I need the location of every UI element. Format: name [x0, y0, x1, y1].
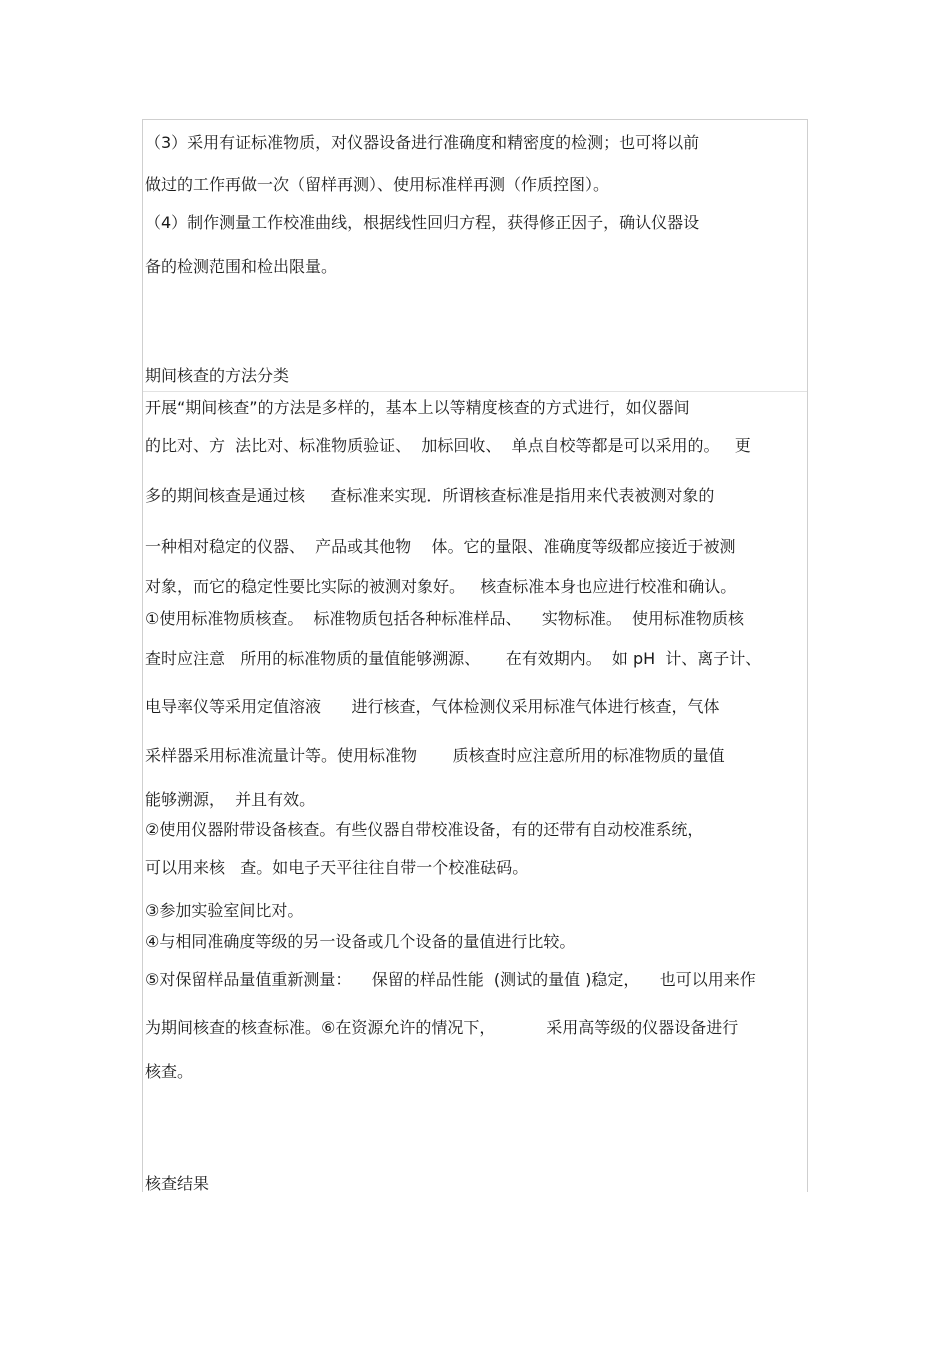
paragraph-line: 做过的工作再做一次（留样再测）、使用标准样再测（作质控图）。: [145, 175, 610, 194]
paragraph-line: 电导率仪等采用定值溶液 进行核查，气体检测仪采用标准气体进行核查，气体: [145, 697, 720, 716]
paragraph-line: 为期间核查的核查标准。⑥在资源允许的情况下， 采用高等级的仪器设备进行: [145, 1018, 739, 1037]
paragraph-line: ⑤对保留样品量值重新测量： 保留的样品性能 (测试的量值 )稳定， 也可以用来作: [145, 970, 756, 989]
section-heading: 核查结果: [145, 1174, 210, 1193]
paragraph-line: 核查。: [145, 1062, 194, 1081]
paragraph-line: 能够溯源， 并且有效。: [145, 790, 316, 809]
paragraph-line: 对象，而它的稳定性要比实际的被测对象好。 核查标准本身也应进行校准和确认。: [145, 577, 737, 596]
paragraph-line: 采样器采用标准流量计等。使用标准物 质核查时应注意所用的标准物质的量值: [145, 746, 725, 765]
section-heading: 期间核查的方法分类: [145, 366, 290, 385]
paragraph-line: 查时应注意 所用的标准物质的量值能够溯源、 在有效期内。 如 pH 计、离子计、: [145, 649, 762, 668]
text-frame-top: [142, 119, 808, 392]
paragraph-line: 开展“期间核查”的方法是多样的，基本上以等精度核查的方式进行，如仪器间: [145, 398, 690, 417]
paragraph-line: ③参加实验室间比对。: [145, 901, 304, 920]
paragraph-line: 多的期间核查是通过核 查标准来实现．所谓核查标准是指用来代表被测对象的: [145, 486, 715, 505]
paragraph-line: ①使用标准物质核查。 标准物质包括各种标准样品、 实物标准。 使用标准物质核: [145, 609, 745, 628]
paragraph-line: （3）采用有证标准物质，对仪器设备进行准确度和精密度的检测；也可将以前: [145, 133, 700, 152]
paragraph-line: ④与相同准确度等级的另一设备或几个设备的量值进行比较。: [145, 932, 576, 951]
paragraph-line: ②使用仪器附带设备核查。有些仪器自带校准设备，有的还带有自动校准系统，: [145, 820, 704, 839]
paragraph-line: 的比对、方 法比对、标准物质验证、 加标回收、 单点自校等都是可以采用的。 更: [145, 436, 751, 455]
paragraph-line: 备的检测范围和检出限量。: [145, 257, 338, 276]
paragraph-line: 一种相对稳定的仪器、 产品或其他物 体。它的量限、准确度等级都应接近于被测: [145, 537, 736, 556]
paragraph-line: （4）制作测量工作校准曲线，根据线性回归方程，获得修正因子，确认仪器设: [145, 213, 700, 232]
paragraph-line: 可以用来核 查。如电子天平往往自带一个校准砝码。: [145, 858, 529, 877]
